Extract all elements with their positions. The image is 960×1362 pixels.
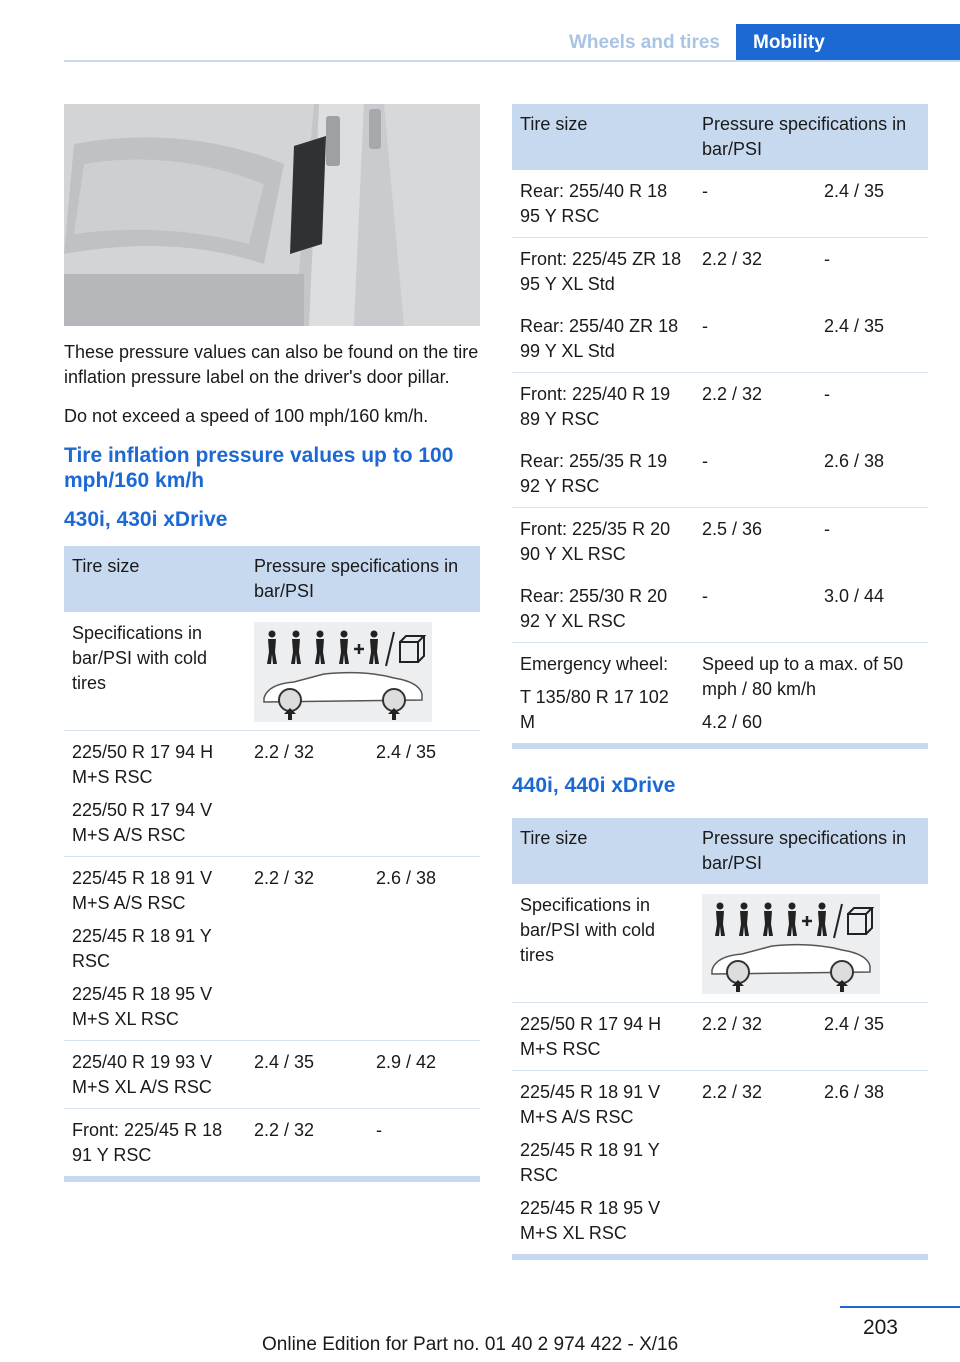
left-column: [64, 104, 480, 1182]
tire-size: 225/45 R 18 91 V M+S A/S RSC: [72, 868, 213, 913]
rear-pressure: 2.4 / 35: [816, 1003, 928, 1071]
speed-note: Do not exceed a speed of 100 mph/160 km/h.: [64, 406, 429, 426]
page-number-rule: [840, 1306, 960, 1308]
col-tire-size: Tire size: [64, 546, 246, 612]
rear-pressure: 2.6 / 38: [368, 857, 480, 1041]
tire-size: 225/45 R 18 95 V M+S XL RSC: [520, 1198, 661, 1243]
door-pillar-photo: [64, 104, 480, 326]
front-pressure: 2.2 / 32: [702, 384, 763, 404]
front-pressure: -: [694, 440, 816, 508]
page-number: 203: [862, 1316, 898, 1339]
table-row: [64, 1109, 480, 1177]
col-tire-size: Tire size: [512, 104, 694, 170]
luggage-icon: [400, 636, 424, 662]
tire-size: 225/45 R 18 91 Y RSC: [72, 926, 212, 971]
edition-note: Online Edition for Part no. 01 40 2 974 422 - X/16: [262, 1334, 679, 1355]
table-end-rule: [512, 1254, 928, 1260]
tire-size: 225/45 R 18 91 V M+S A/S RSC: [520, 1082, 661, 1127]
table-header-row: [512, 104, 928, 170]
front-pressure: -: [694, 575, 816, 643]
tire-size: Rear: 255/30 R 20 92 Y XL RSC: [512, 575, 694, 643]
load-condition-pictogram: [254, 622, 432, 722]
col-tire-size: Tire size: [512, 818, 694, 884]
tire-size: Front: 225/35 R 20 90 Y XL RSC: [520, 519, 671, 564]
persons-icon: [267, 631, 394, 667]
table-end-rule: [64, 1176, 480, 1182]
car-side-icon: [712, 945, 870, 992]
cold-tires-label: Specifications in bar/PSI with cold tires: [64, 612, 246, 731]
table-row: [64, 731, 480, 857]
rear-pressure: 2.4 / 35: [368, 731, 480, 857]
front-pressure: 2.4 / 35: [246, 1041, 368, 1109]
rear-pressure: 2.6 / 38: [816, 440, 928, 508]
emergency-wheel-size: T 135/80 R 17 102 M: [520, 687, 669, 732]
front-pressure: 2.2 / 32: [702, 249, 763, 269]
pressure-table-430i-continued: [512, 104, 928, 743]
tire-size: 225/50 R 17 94 V M+S A/S RSC: [72, 800, 213, 845]
rear-pressure: 2.9 / 42: [368, 1041, 480, 1109]
col-pressure: Pressure specifications in bar/PSI: [694, 818, 928, 884]
front-pressure: -: [694, 170, 816, 238]
rear-pressure: -: [376, 1120, 382, 1140]
table-row: [512, 373, 928, 441]
luggage-icon: [848, 908, 872, 934]
table-end-rule: [512, 743, 928, 749]
rear-pressure: 2.4 / 35: [816, 305, 928, 373]
tire-size: 225/45 R 18 95 V M+S XL RSC: [72, 984, 213, 1029]
emergency-wheel-label: Emergency wheel:: [520, 654, 669, 674]
tire-size: Front: 225/45 R 18 91 Y RSC: [72, 1120, 223, 1165]
table-row: [64, 612, 480, 731]
front-pressure: 2.2 / 32: [246, 731, 368, 857]
emergency-wheel-row: [512, 643, 928, 744]
rear-pressure: 2.4 / 35: [816, 170, 928, 238]
model-heading-430i: 430i, 430i xDrive: [64, 508, 228, 531]
right-column: [512, 104, 928, 1260]
tire-size: Rear: 255/40 ZR 18 99 Y XL Std: [512, 305, 694, 373]
rear-pressure: -: [824, 384, 830, 404]
table-row: [512, 575, 928, 643]
rear-pressure: 2.6 / 38: [824, 1082, 885, 1102]
intro-paragraph: These pressure values can also be found on the tire inflation pressure label on the driver's door pillar.: [64, 342, 479, 387]
pressure-table-430i: [64, 546, 480, 1176]
load-condition-pictogram: [702, 894, 880, 994]
col-pressure: Pressure specifications in bar/PSI: [246, 546, 480, 612]
tire-size: Rear: 255/40 R 18 95 Y RSC: [512, 170, 694, 238]
header-rule: [64, 60, 960, 62]
table-row: [512, 305, 928, 373]
emergency-pressure: 4.2 / 60: [702, 712, 763, 732]
front-pressure: 2.2 / 32: [246, 857, 368, 1041]
rear-pressure: -: [824, 519, 830, 539]
front-pressure: 2.2 / 32: [694, 1003, 816, 1071]
table-row: [512, 508, 928, 576]
persons-icon: [715, 903, 842, 939]
table-row: [512, 1071, 928, 1255]
table-header-row: [64, 546, 480, 612]
model-heading-440i: 440i, 440i xDrive: [512, 774, 676, 797]
tire-size: 225/40 R 19 93 V M+S XL A/S RSC: [72, 1052, 213, 1097]
tire-size: Rear: 255/35 R 19 92 Y RSC: [512, 440, 694, 508]
table-row: [512, 440, 928, 508]
cold-tires-label: Specifications in bar/PSI with cold tires: [512, 884, 694, 1003]
front-pressure: 2.2 / 32: [702, 1082, 763, 1102]
page-header: [0, 0, 960, 62]
door-pillar-illustration: [64, 104, 480, 326]
table-row: [512, 1003, 928, 1071]
pressure-table-440i: [512, 818, 928, 1254]
tire-size: 225/50 R 17 94 H M+S RSC: [72, 742, 214, 787]
front-pressure: 2.5 / 36: [702, 519, 763, 539]
header-chapter-tab: Mobility: [736, 24, 960, 62]
tire-size: Front: 225/45 ZR 18 95 Y XL Std: [520, 249, 682, 294]
rear-pressure: -: [824, 249, 830, 269]
section-heading: Tire inflation pressure values up to 100 mph/160 km/h: [64, 444, 454, 492]
table-row: [64, 1041, 480, 1109]
table-row: [64, 857, 480, 1041]
tire-size: 225/50 R 17 94 H M+S RSC: [520, 1014, 662, 1059]
table-row: [512, 884, 928, 1003]
table-row: [512, 170, 928, 238]
front-pressure: -: [694, 305, 816, 373]
col-pressure: Pressure specifications in bar/PSI: [694, 104, 928, 170]
table-header-row: [512, 818, 928, 884]
car-side-icon: [264, 673, 422, 720]
front-pressure: 2.2 / 32: [254, 1120, 315, 1140]
tire-size: Front: 225/40 R 19 89 Y RSC: [520, 384, 671, 429]
table-row: [512, 238, 928, 306]
tire-size: 225/45 R 18 91 Y RSC: [520, 1140, 660, 1185]
header-section-title: Wheels and tires: [569, 32, 720, 53]
rear-pressure: 3.0 / 44: [816, 575, 928, 643]
emergency-speed-note: Speed up to a max. of 50 mph / 80 km/h: [702, 654, 904, 699]
